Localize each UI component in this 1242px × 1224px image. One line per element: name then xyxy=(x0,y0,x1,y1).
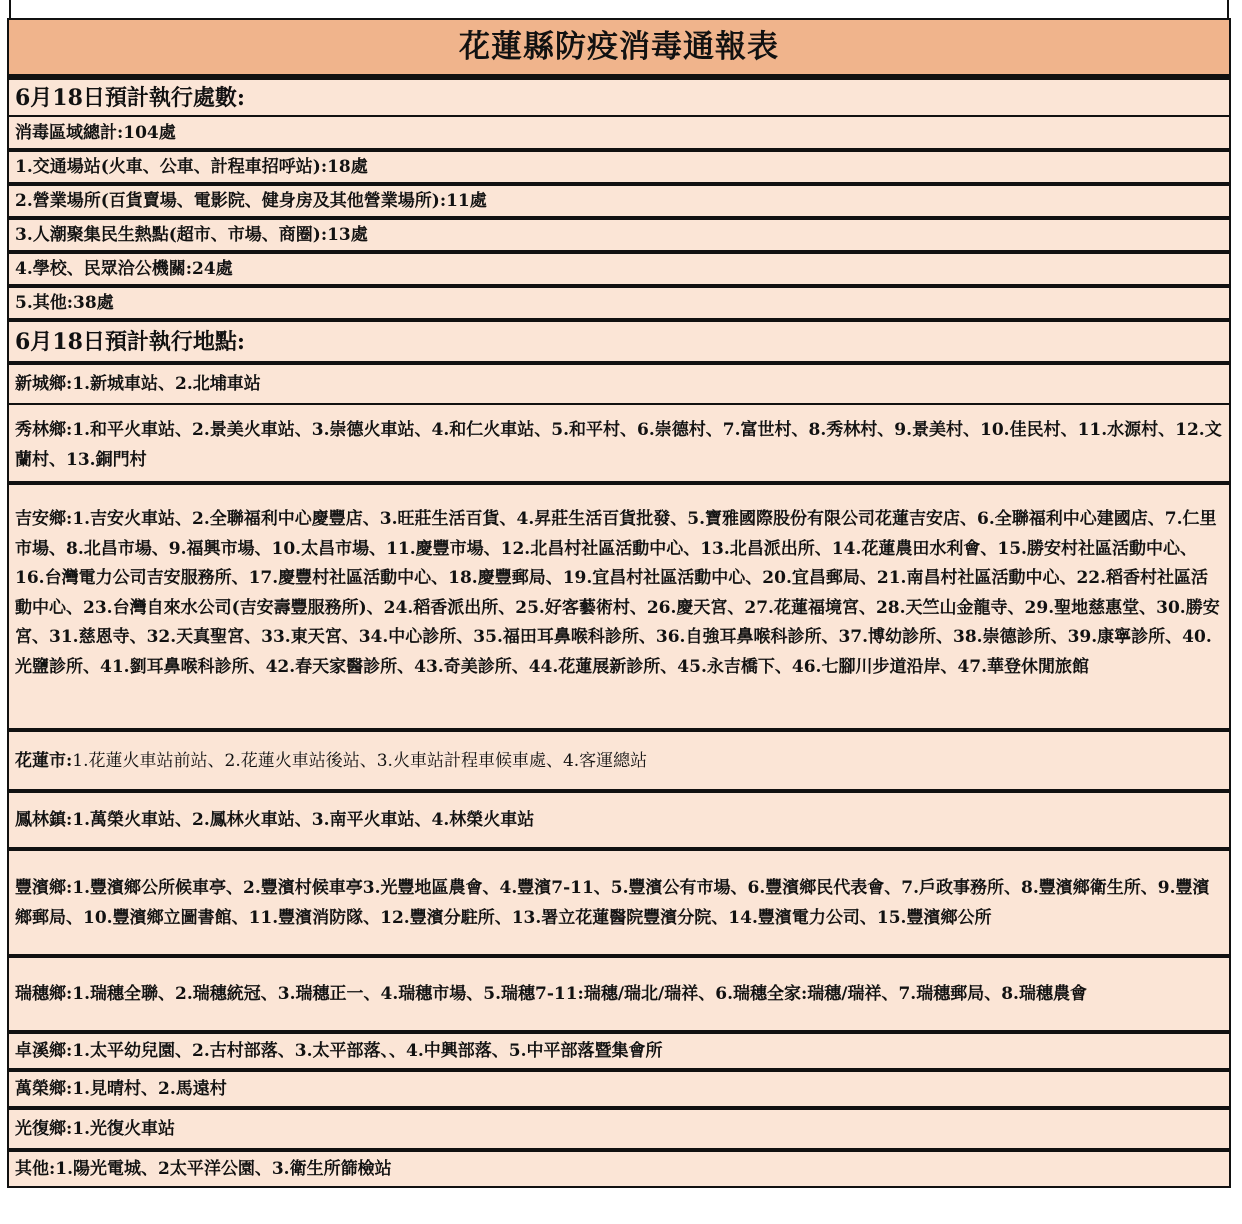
location-area: 新城鄉: xyxy=(15,374,73,394)
count-business: 2.營業場所(百貨賣場、電影院、健身房及其他營業場所):11處 xyxy=(7,182,1231,216)
location-area: 瑞穗鄉: xyxy=(15,984,73,1004)
location-area: 鳳林鎮: xyxy=(15,810,73,830)
location-list: 1.吉安火車站、2.全聯福利中心慶豐店、3.旺莊生活百貨、4.昇莊生活百貨批發、5.寶雅國際股份有限公司花蓮吉安店、6.全聯福利中心建國店、7.仁里市場、8.北昌市場、9.福興市場、10.太昌市場、11.慶豐市場、12.北昌村社區活動中心、13.北昌派出所、14.花蓮農田水利會、15.勝安村社區活動中心、16.台灣電力公司吉安服務所、17.慶豐村社區活動中心、18.慶豐郵局、19.宜昌村社區活動中心、20.宜昌郵局、21.南昌村社區活動中心、22.稻香村社區活動中心、23.台灣自來水公司(吉安壽豐服務所)、24.稻香派出所、25.好客藝術村、26.慶天宮、27.花蓮福境宮、28.天竺山金龍寺、29.聖地慈惠堂、30.勝安宮、31.慈恩寺、32.天真聖宮、33.東天宮、34.中心診所、35.福田耳鼻喉科診所、36.自強耳鼻喉科診所、37.博幼診所、38.崇德診所、39.康寧診所、40.光鹽診所、41.劉耳鼻喉科診所、42.春天家醫診所、43.奇美診所、44.花蓮展新診所、45.永吉橋下、46.七腳川步道沿岸、47.華登休閒旅館 xyxy=(15,509,1220,677)
location-list: 1.見晴村、2.馬遠村 xyxy=(72,1079,227,1099)
count-other: 5.其他:38處 xyxy=(7,284,1231,318)
count-hotspots: 3.人潮聚集民生熱點(超市、市場、商圈):13處 xyxy=(7,216,1231,250)
report-title: 花蓮縣防疫消毒通報表 xyxy=(7,18,1231,78)
location-list: 1.和平火車站、2.景美火車站、3.崇德火車站、4.和仁火車站、5.和平村、6.崇德村、7.富世村、8.秀林村、9.景美村、10.佳民村、11.水源村、12.文蘭村、13.銅門村 xyxy=(15,420,1222,470)
location-row-xiulin xyxy=(7,403,1231,481)
location-area: 卓溪鄉: xyxy=(15,1041,73,1061)
count-transport: 1.交通場站(火車、公車、計程車招呼站):18處 xyxy=(7,148,1231,182)
count-heading: 6月18日預計執行處數: xyxy=(7,78,1231,115)
location-area: 豐濱鄉: xyxy=(15,878,73,898)
location-area: 花蓮市: xyxy=(15,750,73,771)
location-area: 其他: xyxy=(15,1159,56,1179)
location-row-hualien-city xyxy=(7,728,1231,789)
location-list: 1.陽光電城、2太平洋公園、3.衛生所篩檢站 xyxy=(55,1159,392,1179)
location-area: 秀林鄉: xyxy=(15,420,73,440)
location-row-fengbin xyxy=(7,847,1231,954)
location-row-xincheng xyxy=(7,361,1231,403)
sheet-top-border xyxy=(9,0,1229,18)
location-list: 1.萬榮火車站、2.鳳林火車站、3.南平火車站、4.林榮火車站 xyxy=(72,810,535,830)
location-row-guangfu xyxy=(7,1106,1231,1148)
location-area: 吉安鄉: xyxy=(15,509,73,529)
location-row-ruisui xyxy=(7,954,1231,1030)
location-list: 1.太平幼兒園、2.古村部落、3.太平部落、、4.中興部落、5.中平部落暨集會所 xyxy=(72,1041,663,1061)
location-list: 1.新城車站、2.北埔車站 xyxy=(72,374,261,394)
report-table xyxy=(7,18,1231,1188)
location-row-zhuoxi xyxy=(7,1030,1231,1068)
count-total: 消毒區域總計:104處 xyxy=(7,115,1231,148)
location-area: 光復鄉: xyxy=(15,1119,73,1139)
location-list: 1.光復火車站 xyxy=(72,1119,176,1139)
location-list: 1.豐濱鄉公所候車亭、2.豐濱村候車亭3.光豐地區農會、4.豐濱7-11、5.豐濱公有市場、6.豐濱鄉民代表會、7.戶政事務所、8.豐濱鄉衛生所、9.豐濱鄉郵局、10.豐濱鄉立圖書館、11.豐濱消防隊、12.豐濱分駐所、13.署立花蓮醫院豐濱分院、14.豐濱電力公司、15.豐濱鄉公所 xyxy=(15,878,1210,928)
location-heading: 6月18日預計執行地點: xyxy=(7,318,1231,361)
location-row-jian xyxy=(7,481,1231,728)
location-row-wanrong xyxy=(7,1068,1231,1106)
count-schools: 4.學校、民眾洽公機關:24處 xyxy=(7,250,1231,284)
location-list: 1.花蓮火車站前站、2.花蓮火車站後站、3.火車站計程車候車處、4.客運總站 xyxy=(72,750,648,771)
location-list: 1.瑞穗全聯、2.瑞穗統冠、3.瑞穗正一、4.瑞穗市場、5.瑞穗7-11:瑞穗/瑞北/瑞祥、6.瑞穗全家:瑞穗/瑞祥、7.瑞穗郵局、8.瑞穗農會 xyxy=(72,984,1087,1004)
location-area: 萬榮鄉: xyxy=(15,1079,73,1099)
location-row-fenglin xyxy=(7,789,1231,847)
location-row-other xyxy=(7,1148,1231,1188)
